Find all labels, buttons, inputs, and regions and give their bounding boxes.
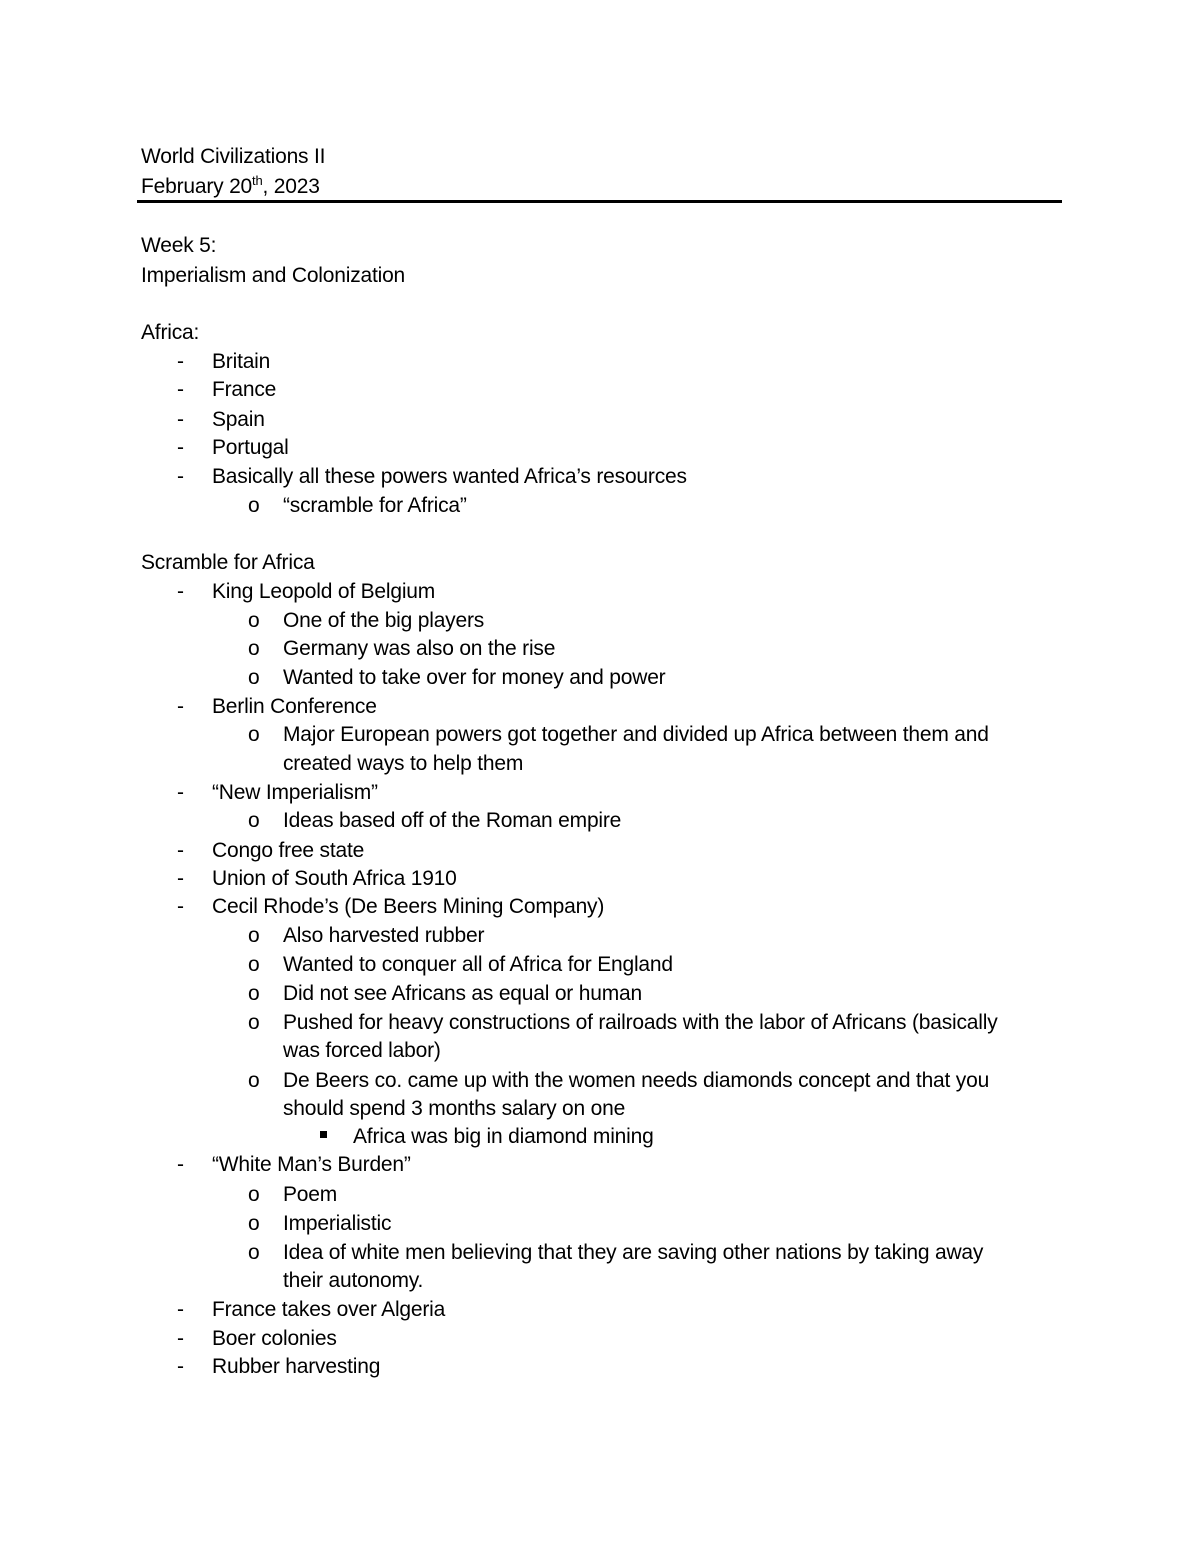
sub-list-item: Pushed for heavy constructions of railroads with the labor of Africans (basically <box>283 1011 998 1034</box>
sub-list-item: One of the big players <box>283 609 485 632</box>
dash-bullet: - <box>177 695 184 718</box>
list-item: Congo free state <box>212 839 365 862</box>
circle-bullet: o <box>248 924 260 947</box>
dash-bullet: - <box>177 350 184 373</box>
list-item: Britain <box>212 350 271 373</box>
list-item: Union of South Africa 1910 <box>212 867 457 890</box>
sub-list-item: Poem <box>283 1183 338 1206</box>
list-item: France takes over Algeria <box>212 1298 446 1321</box>
dash-bullet: - <box>177 1327 184 1350</box>
sub-list-item-continued: their autonomy. <box>283 1269 424 1292</box>
sub-list-item: De Beers co. came up with the women needs diamonds concept and that you <box>283 1069 990 1092</box>
dash-bullet: - <box>177 378 184 401</box>
list-item: Portugal <box>212 436 289 459</box>
circle-bullet: o <box>248 953 260 976</box>
list-item: Boer colonies <box>212 1327 337 1350</box>
dash-bullet: - <box>177 839 184 862</box>
circle-bullet: o <box>248 809 260 832</box>
circle-bullet: o <box>248 1212 260 1235</box>
list-item: “White Man’s Burden” <box>212 1153 411 1176</box>
date-suffix: th <box>252 173 263 188</box>
list-item: Rubber harvesting <box>212 1355 381 1378</box>
sub-list-item: Germany was also on the rise <box>283 637 556 660</box>
circle-bullet: o <box>248 1183 260 1206</box>
circle-bullet: o <box>248 666 260 689</box>
course-title: World Civilizations II <box>141 145 326 168</box>
sub-list-item: “scramble for Africa” <box>283 494 467 517</box>
sub-list-item: Did not see Africans as equal or human <box>283 982 642 1005</box>
sub-list-item-continued: created ways to help them <box>283 752 524 775</box>
date-text: February 20 <box>141 175 253 198</box>
square-bullet <box>320 1131 327 1138</box>
sub-list-item-continued: was forced labor) <box>283 1039 441 1062</box>
circle-bullet: o <box>248 982 260 1005</box>
sub-list-item: Wanted to take over for money and power <box>283 666 666 689</box>
sub-list-item: Major European powers got together and divided up Africa between them and <box>283 723 989 746</box>
list-item: Cecil Rhode’s (De Beers Mining Company) <box>212 895 605 918</box>
week-label: Week 5: <box>141 234 217 257</box>
dash-bullet: - <box>177 408 184 431</box>
dash-bullet: - <box>177 867 184 890</box>
list-item: King Leopold of Belgium <box>212 580 436 603</box>
sub-list-item-continued: should spend 3 months salary on one <box>283 1097 626 1120</box>
circle-bullet: o <box>248 1241 260 1264</box>
topic-title: Imperialism and Colonization <box>141 264 406 287</box>
dash-bullet: - <box>177 436 184 459</box>
section-heading-africa: Africa: <box>141 321 200 344</box>
date-year: , 2023 <box>262 175 320 198</box>
dash-bullet: - <box>177 781 184 804</box>
sub-list-item: Ideas based off of the Roman empire <box>283 809 622 832</box>
dash-bullet: - <box>177 1153 184 1176</box>
list-item: Basically all these powers wanted Africa’s resources <box>212 465 687 488</box>
sub-list-item: Wanted to conquer all of Africa for England <box>283 953 673 976</box>
sub-list-item: Also harvested rubber <box>283 924 485 947</box>
circle-bullet: o <box>248 494 260 517</box>
dash-bullet: - <box>177 465 184 488</box>
circle-bullet: o <box>248 1011 260 1034</box>
dash-bullet: - <box>177 895 184 918</box>
header-divider <box>137 200 1062 203</box>
dash-bullet: - <box>177 580 184 603</box>
sub-sub-list-item: Africa was big in diamond mining <box>353 1125 654 1148</box>
list-item: “New Imperialism” <box>212 781 378 804</box>
circle-bullet: o <box>248 723 260 746</box>
list-item: France <box>212 378 277 401</box>
sub-list-item: Imperialistic <box>283 1212 392 1235</box>
dash-bullet: - <box>177 1355 184 1378</box>
circle-bullet: o <box>248 1069 260 1092</box>
section-heading-scramble: Scramble for Africa <box>141 551 315 574</box>
dash-bullet: - <box>177 1298 184 1321</box>
list-item: Spain <box>212 408 265 431</box>
circle-bullet: o <box>248 609 260 632</box>
list-item: Berlin Conference <box>212 695 377 718</box>
document-date <box>141 173 320 201</box>
circle-bullet: o <box>248 637 260 660</box>
sub-list-item: Idea of white men believing that they are saving other nations by taking away <box>283 1241 984 1264</box>
